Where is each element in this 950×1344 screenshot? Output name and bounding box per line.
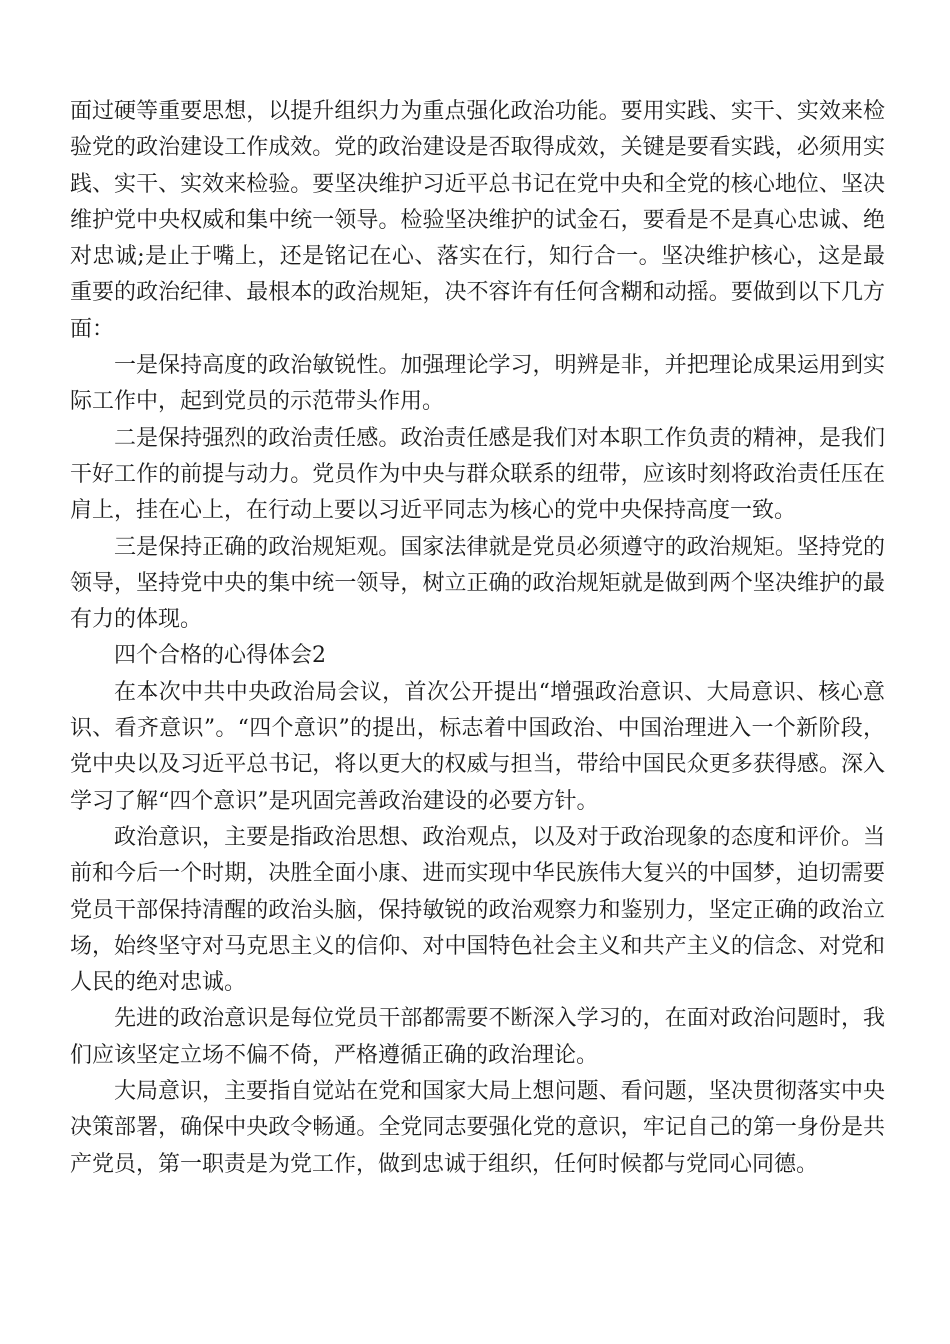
- paragraph-point-three: 三是保持正确的政治规矩观。国家法律就是党员必须遵守的政治规矩。坚持党的领导，坚持党中央的集中统一领导，树立正确的政治规矩就是做到两个坚决维护的最有力的体现。: [70, 534, 885, 633]
- paragraph-intro: 面过硬等重要思想，以提升组织力为重点强化政治功能。要用实践、实干、实效来检验党的政治建设工作成效。党的政治建设是否取得成效，关键是要看实践，必须用实践、实干、实效来检验。要坚决维护习近平总书记在党中央和全党的核心地位、坚决维护党中央权威和集中统一领导。检验坚决维护的试金石，要看是不是真心忠诚、绝对忠诚;是止于嘴上，还是铭记在心、落实在行，知行合一。坚决维护核心，这是最重要的政治纪律、最根本的政治规矩，决不容许有任何含糊和动摇。要做到以下几方面：: [70, 99, 885, 342]
- section-heading: 四个合格的心得体会2: [114, 643, 326, 669]
- paragraph-four-consciousness: 在本次中共中央政治局会议，首次公开提出“增强政治意识、大局意识、核心意识、看齐意识”。“四个意识”的提出，标志着中国政治、中国治理进入一个新阶段，党中央以及习近平总书记，将以更大的权威与担当，带给中国民众更多获得感。深入学习了解“四个意识”是巩固完善政治建设的必要方针。: [70, 679, 885, 814]
- paragraph-advanced-consciousness: 先进的政治意识是每位党员干部都需要不断深入学习的，在面对政治问题时，我们应该坚定立场不偏不倚，严格遵循正确的政治理论。: [70, 1006, 885, 1068]
- paragraph-political-consciousness: 政治意识，主要是指政治思想、政治观点，以及对于政治现象的态度和评价。当前和今后一个时期，决胜全面小康、进而实现中华民族伟大复兴的中国梦，迫切需要党员干部保持清醒的政治头脑，保持敏锐的政治观察力和鉴别力，坚定正确的政治立场，始终坚守对马克思主义的信仰、对中国特色社会主义和共产主义的信念、对党和人民的绝对忠诚。: [70, 824, 885, 996]
- paragraph-overall-consciousness: 大局意识，主要指自觉站在党和国家大局上想问题、看问题，坚决贯彻落实中央决策部署，确保中央政令畅通。全党同志要强化党的意识，牢记自己的第一身份是共产党员，第一职责是为党工作，做到忠诚于组织，任何时候都与党同心同德。: [70, 1079, 885, 1177]
- document-body: [70, 94, 885, 1183]
- paragraph-point-two: 二是保持强烈的政治责任感。政治责任感是我们对本职工作负责的精神，是我们干好工作的前提与动力。党员作为中央与群众联系的纽带，应该时刻将政治责任压在肩上，挂在心上，在行动上要以习近平同志为核心的党中央保持高度一致。: [70, 425, 885, 524]
- paragraph-point-one: 一是保持高度的政治敏锐性。加强理论学习，明辨是非，并把理论成果运用到实际工作中，起到党员的示范带头作用。: [70, 353, 885, 415]
